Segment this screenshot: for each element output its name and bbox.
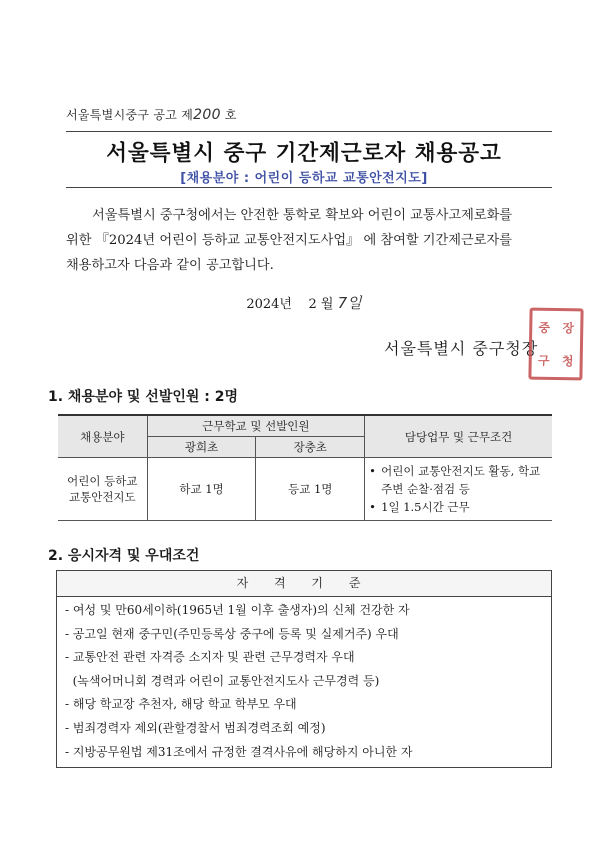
seal-char: 구 (537, 353, 550, 368)
date-month: 2 월 (308, 297, 334, 312)
intro-line-3: 채용하고자 다음과 같이 공고합니다. (66, 258, 274, 273)
recruitment-table (58, 414, 552, 521)
cell-school-b: 등교 1명 (256, 458, 365, 521)
notice-number-line (66, 106, 237, 123)
list-item: - 범죄경력자 제외(관할경찰서 범죄경력조회 예정) (65, 720, 326, 735)
duty-item: • 1일 1.5시간 근무 (369, 498, 548, 516)
duty-item: • 어린이 교통안전지도 활동, 학교 주변 순찰·점검 등 (369, 462, 548, 498)
list-item: - 지방공무원법 제31조에서 규정한 결격사유에 해당하지 아니한 자 (65, 744, 413, 759)
official-seal-stamp (528, 308, 583, 381)
document-subtitle: [채용분야 : 어린이 등하교 교통안전지도] (180, 171, 428, 186)
section-1-heading: 1. 채용분야 및 선발인원 : 2명 (48, 389, 239, 405)
list-item: - 교통안전 관련 자격증 소지자 및 관련 근무경력자 우대 (65, 650, 355, 665)
seal-char: 중 (538, 320, 551, 335)
intro-paragraph (66, 203, 552, 278)
intro-line-2: 위한 『2024년 어린이 등하교 교통안전지도사업』 에 참여할 기간제근로자를 (66, 233, 512, 248)
title-bottom-rule (66, 187, 552, 188)
date-year: 2024년 (246, 297, 292, 312)
list-item: - 해당 학교장 추천자, 해당 학교 학부모 우대 (65, 697, 297, 712)
col-header-duty: 담당업무 및 근무조건 (365, 415, 552, 458)
col-header-school-b: 장충초 (256, 437, 365, 458)
date-day-handwritten: 7일 (337, 294, 362, 312)
col-header-school-group: 근무학교 및 선발인원 (147, 415, 364, 437)
cell-field-line-1: 어린이 등하교 (67, 474, 138, 488)
document-title: 서울특별시 중구 기간제근로자 채용공고 (106, 141, 502, 166)
announcement-date (0, 292, 608, 313)
intro-line-1: 서울특별시 중구청에서는 안전한 통학로 확보와 어린이 교통사고제로화를 (92, 208, 513, 223)
list-item: - 공고일 현재 중구민(주민등록상 중구에 등록 및 실제거주) 우대 (65, 626, 399, 641)
cell-duty (365, 458, 552, 521)
list-item: - 여성 및 만60세이하(1965년 1월 이후 출생자)의 신체 건강한 자 (65, 603, 410, 617)
table-row (58, 458, 552, 521)
notice-prefix: 서울특별시중구 공고 제 (66, 108, 194, 122)
notice-number-handwritten: 200 (193, 107, 221, 123)
list-item: (녹색어머니회 경력과 어린이 교통안전지도사 근무경력 등) (65, 673, 380, 688)
cell-field-line-2: 교통안전지도 (69, 490, 136, 504)
issuer-name: 서울특별시 중구청장 (384, 339, 539, 358)
col-header-school-a: 광희초 (147, 437, 256, 458)
qualifications-box (56, 570, 552, 768)
seal-char: 청 (561, 353, 574, 368)
cell-school-a: 하교 1명 (147, 458, 256, 521)
seal-char: 장 (562, 320, 575, 335)
title-top-rule (66, 131, 552, 132)
section-2-heading: 2. 응시자격 및 우대조건 (48, 548, 200, 564)
cell-field (58, 458, 147, 521)
col-header-field: 채용분야 (58, 415, 147, 458)
qualifications-list (57, 597, 551, 764)
qualifications-box-title: 자 격 기 준 (57, 571, 551, 597)
notice-suffix: 호 (224, 108, 237, 122)
